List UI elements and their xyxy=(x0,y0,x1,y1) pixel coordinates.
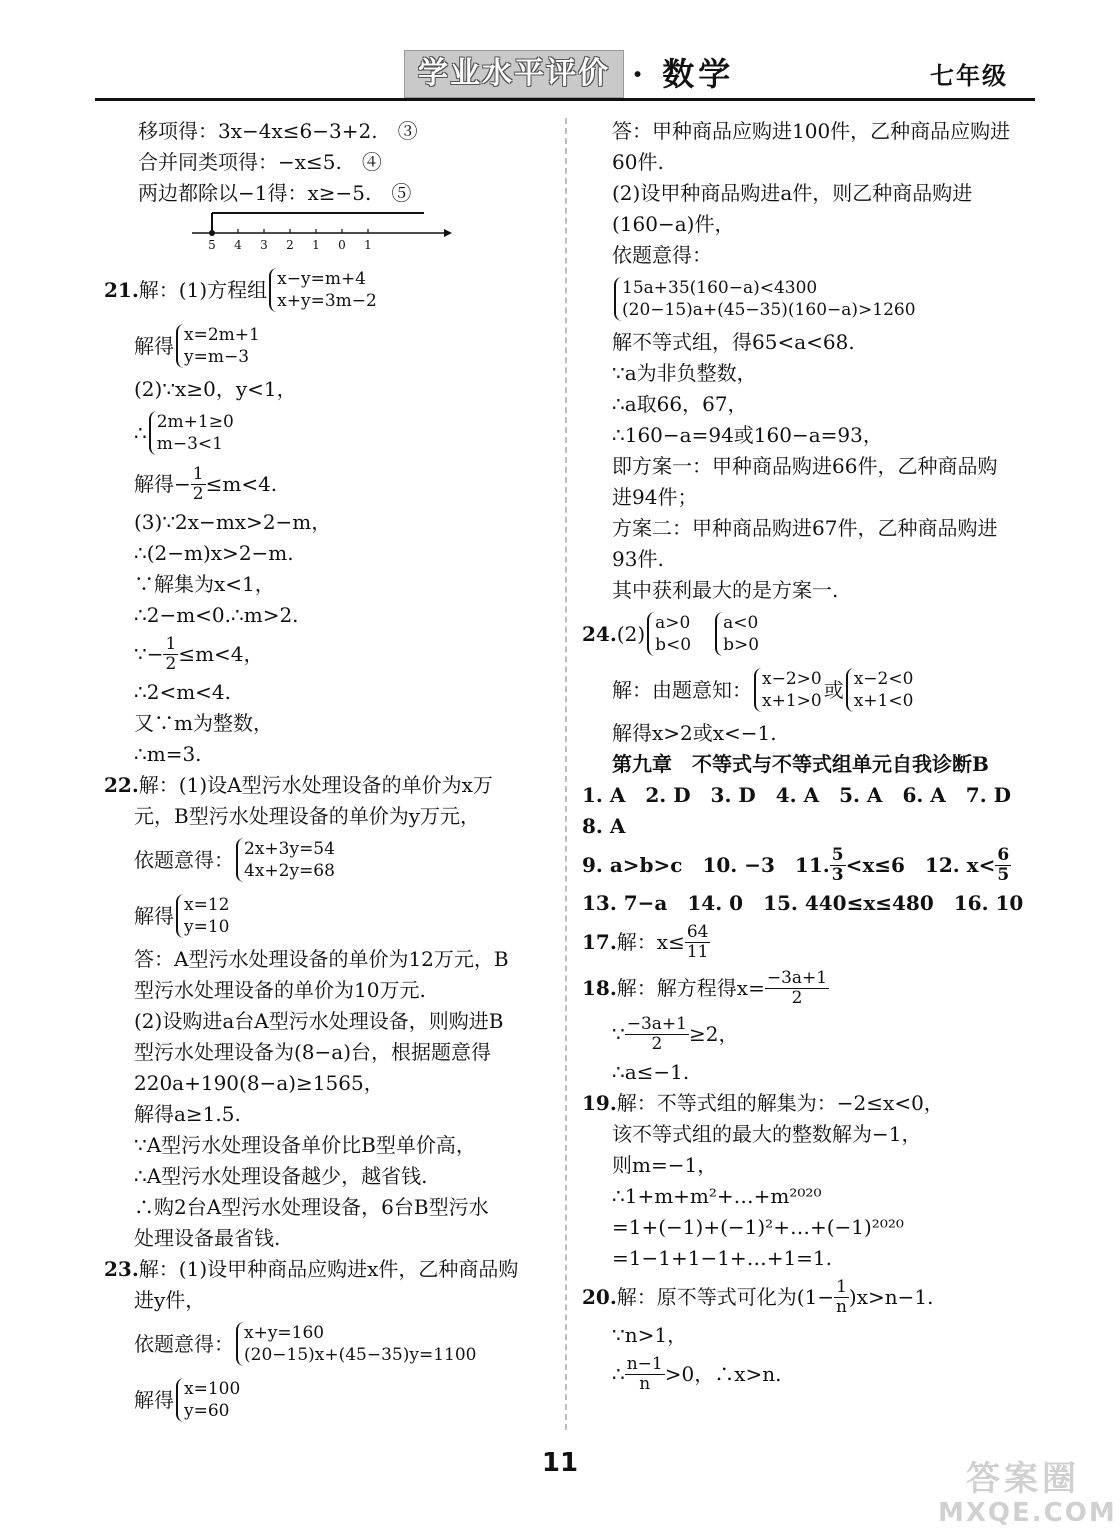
text: ∴ xyxy=(134,420,147,445)
question-number: 21. xyxy=(104,277,139,302)
text: 解：由题意知： xyxy=(612,677,752,702)
text-line: ∴a取66，67， xyxy=(612,392,748,416)
text: 解：解方程得x= xyxy=(616,975,765,1000)
equation: (20−15)x+(45−35)y=1100 xyxy=(244,1345,477,1365)
text: ∵− xyxy=(134,641,164,666)
text-line: 型污水处理设备的单价为10万元. xyxy=(134,978,426,1002)
inequality: (20−15)a+(45−35)(160−a)>1260 xyxy=(622,300,916,320)
denominator: 11 xyxy=(686,941,709,962)
text-line xyxy=(104,770,549,801)
number-line-diagram xyxy=(186,209,456,253)
header-subject: · 数学 xyxy=(632,55,735,93)
tick-label: 0 xyxy=(338,238,346,252)
text: 解得− xyxy=(134,471,191,496)
header-title-box: 学业水平评价 xyxy=(404,50,624,98)
text-line: =1−1+1−1+…+1=1. xyxy=(612,1246,833,1270)
q23-system-row xyxy=(104,1316,549,1372)
text: 解：x≤ xyxy=(616,929,685,954)
equation: 2x+3y=54 xyxy=(244,839,335,859)
text-line: 则m=−1， xyxy=(612,1153,718,1177)
q20-row xyxy=(582,1274,1027,1320)
numerator: 1 xyxy=(165,633,177,654)
equation-system xyxy=(269,268,377,312)
tick-label: 2 xyxy=(286,238,294,252)
fraction xyxy=(995,846,1011,885)
denominator: n xyxy=(836,1296,847,1317)
text-line: ∴160−a=94或160−a=93， xyxy=(612,423,883,447)
equation: y=m−3 xyxy=(184,347,250,367)
text-line: 60件. xyxy=(612,150,664,174)
inequality: 2m+1≥0 xyxy=(156,412,234,432)
text-line: 即方案一：甲种商品购进66件，乙种商品购 xyxy=(612,454,998,478)
text-line: 解得a≥1.5. xyxy=(134,1102,241,1126)
denominator: 2 xyxy=(651,1033,663,1054)
equation: x=100 xyxy=(184,1379,241,1399)
text-line: 答：甲种商品应购进100件，乙种商品应购进 xyxy=(612,119,1011,143)
denominator: 2 xyxy=(165,653,177,674)
text-line: (3)∵2x−mx>2−m， xyxy=(134,510,332,534)
text: 9. a>b>c 10. −3 11. xyxy=(582,852,830,877)
right-column xyxy=(582,116,1027,1397)
text-line: 又∵m为整数， xyxy=(134,711,273,735)
inequality-system xyxy=(149,411,234,455)
text-line: ∴2<m<4. xyxy=(134,680,232,704)
text-line: (160−a)件， xyxy=(612,212,735,236)
text-line xyxy=(582,1088,1027,1119)
text: ≥2， xyxy=(689,1021,739,1046)
text-line: 两边都除以−1得：x≥−5. ⑤ xyxy=(138,181,412,205)
q21-result-row xyxy=(104,461,549,507)
question-number: 19. xyxy=(582,1091,617,1115)
fraction xyxy=(163,635,178,674)
text: )x>n−1. xyxy=(848,1284,934,1309)
text: 解得 xyxy=(134,903,174,928)
equation: 4x+2y=68 xyxy=(244,861,335,881)
text-line: ∴a≤−1. xyxy=(612,1060,690,1084)
text: 解：不等式组的解集为：−2≤x<0， xyxy=(616,1091,944,1115)
text-line: 该不等式组的最大的整数解为−1， xyxy=(612,1122,922,1146)
q20-row-3 xyxy=(582,1351,1027,1397)
tick-label: 4 xyxy=(234,238,242,252)
numerator: −3a+1 xyxy=(766,967,828,988)
text-line: =1+(−1)+(−1)²+…+(−1)²⁰²⁰ xyxy=(612,1215,904,1239)
text-line: 依题意得： xyxy=(612,243,712,267)
text-line: ∵解集为x<1， xyxy=(134,572,275,596)
text-line: ∴m=3. xyxy=(134,742,202,766)
q22-system-row xyxy=(104,832,549,888)
text-line: 处理设备最省钱. xyxy=(134,1226,281,1250)
question-number: 20. xyxy=(582,1284,617,1309)
inequality: a>0 xyxy=(655,613,691,633)
fraction xyxy=(765,969,829,1008)
inequality-system xyxy=(715,612,759,656)
text: (2) xyxy=(616,621,646,646)
equation: x=2m+1 xyxy=(184,325,260,345)
numerator: 64 xyxy=(686,921,709,942)
numerator: 1 xyxy=(836,1276,847,1297)
q21-system-row xyxy=(104,262,549,318)
inequality: x−2<0 xyxy=(853,669,914,689)
header-grade: 七年级 xyxy=(930,61,1008,90)
text-line: 型污水处理设备为(8−a)台，根据题意得 xyxy=(134,1040,492,1064)
text-line: 解不等式组，得65<a<68. xyxy=(612,330,855,354)
question-number: 17. xyxy=(582,929,617,954)
text-line: ∴(2−m)x>2−m. xyxy=(134,541,294,565)
equation: x=12 xyxy=(184,895,230,915)
text: ≤m<4， xyxy=(178,641,264,666)
text-line: ∴A型污水处理设备越少，越省钱. xyxy=(134,1164,428,1188)
fraction xyxy=(830,846,846,885)
text: <x≤6 12. x< xyxy=(845,852,996,877)
denominator: 2 xyxy=(192,483,204,504)
question-number: 23. xyxy=(104,1257,139,1281)
inequality: 15a+35(160−a)<4300 xyxy=(622,278,818,298)
text-line: 移项得：3x−4x≤6−3+2. ③ xyxy=(138,119,418,143)
text: 解：(1)设甲种商品应购进x件，乙种商品购 xyxy=(138,1257,519,1281)
watermark-logo xyxy=(938,1459,1117,1530)
q18-row xyxy=(582,965,1027,1011)
text: 依题意得： xyxy=(134,1331,234,1356)
equation-system xyxy=(176,324,260,368)
equation-system xyxy=(176,1378,240,1422)
denominator: n xyxy=(639,1373,651,1394)
q21-solution-row xyxy=(104,318,549,374)
text: 依题意得： xyxy=(134,847,234,872)
q21-range-row xyxy=(104,631,549,677)
inequality: x−2>0 xyxy=(762,669,822,689)
equation-system xyxy=(236,838,335,882)
answer-line: 13. 7−a 14. 0 15. 440≤x≤480 16. 10 xyxy=(582,891,1024,915)
text-line: 解得x>2或x<−1. xyxy=(612,721,777,745)
equation: x+y=3m−2 xyxy=(277,291,377,311)
numerator: 1 xyxy=(192,463,204,484)
watermark-url: MXQE.COM xyxy=(938,1498,1117,1528)
text-line: 元，B型污水处理设备的单价为y万元， xyxy=(134,804,480,828)
inequality: m−3<1 xyxy=(156,434,223,454)
equation: x+y=160 xyxy=(244,1323,325,1343)
tick-label: 1 xyxy=(364,238,372,252)
text: ≤m<4. xyxy=(205,471,278,496)
fraction xyxy=(625,1355,665,1394)
tick-label: 5 xyxy=(208,238,216,252)
text-line: ∴2−m<0.∴m>2. xyxy=(134,603,299,627)
left-column xyxy=(104,116,549,1428)
text-line: ∵A型污水处理设备单价比B型单价高， xyxy=(134,1133,476,1157)
inequality-system xyxy=(846,668,914,712)
answer-line: 1. A 2. D 3. D 4. A 5. A 6. A 7. D xyxy=(582,783,1011,807)
text: ∴ xyxy=(612,1361,625,1386)
column-divider xyxy=(565,118,567,1430)
answer-line: 8. A xyxy=(582,814,626,838)
text-line: 进y件， xyxy=(134,1288,206,1312)
text-line: 答：A型污水处理设备的单价为12万元，B xyxy=(134,947,509,971)
text-line: 进94件； xyxy=(612,485,698,509)
denominator: 2 xyxy=(791,987,803,1008)
question-number: 24. xyxy=(582,621,617,646)
tick-label: 3 xyxy=(260,238,268,252)
numerator: n−1 xyxy=(626,1353,663,1374)
question-number: 22. xyxy=(104,773,139,797)
text-line: ∵a为非负整数， xyxy=(612,361,757,385)
text-line: (2)设购进a台A型污水处理设备，则购进B xyxy=(134,1009,504,1033)
numerator: −3a+1 xyxy=(626,1013,687,1034)
q23-inequality-system-row xyxy=(582,271,1027,327)
q24-solution-row xyxy=(582,662,1027,718)
text-line: 其中获利最大的是方案一. xyxy=(612,578,839,602)
inequality: b>0 xyxy=(723,635,760,655)
text-line: 合并同类项得：−x≤5. ④ xyxy=(138,150,382,174)
q17-row xyxy=(582,919,1027,965)
text-line xyxy=(104,1254,549,1285)
numerator: 6 xyxy=(997,844,1010,865)
text: 解：(1)设A型污水处理设备的单价为x万 xyxy=(138,773,493,797)
question-number: 18. xyxy=(582,975,617,1000)
equation: y=10 xyxy=(184,917,230,937)
denominator: 3 xyxy=(831,864,844,885)
tick-label: 1 xyxy=(312,238,320,252)
text-line: (2)设甲种商品购进a件，则乙种商品购进 xyxy=(612,181,973,205)
denominator: 5 xyxy=(997,864,1010,885)
page-number: 11 xyxy=(541,1448,579,1478)
page-header xyxy=(0,48,1120,106)
text: 解得 xyxy=(134,1387,174,1412)
text: ∵ xyxy=(612,1021,625,1046)
q21-inequality-row xyxy=(104,405,549,461)
inequality-system xyxy=(614,277,916,321)
inequality: a<0 xyxy=(723,613,759,633)
equation: x−y=m+4 xyxy=(277,269,367,289)
inequality-system xyxy=(754,668,822,712)
text: 解得 xyxy=(134,333,174,358)
text-line: (2)∵x≥0，y<1， xyxy=(134,377,297,401)
text: 解：(1)方程组 xyxy=(138,277,268,302)
fraction xyxy=(834,1278,849,1317)
watermark-text: 答案圈 xyxy=(966,1459,1080,1499)
fraction xyxy=(191,465,206,504)
q18-row-2 xyxy=(582,1011,1027,1057)
inequality: b<0 xyxy=(655,635,692,655)
text-line: 93件. xyxy=(612,547,664,571)
text: >0，∴x>n. xyxy=(664,1361,782,1386)
answer-line xyxy=(582,842,1027,888)
text: 解：原不等式可化为(1− xyxy=(616,1284,835,1309)
q24-cases-row xyxy=(582,606,1027,662)
fraction xyxy=(625,1015,689,1054)
q22-solution-row xyxy=(104,888,549,944)
inequality: x+1>0 xyxy=(762,691,822,711)
text-line: ∴购2台A型污水处理设备，6台B型污水 xyxy=(134,1195,489,1219)
equation-system xyxy=(236,1322,477,1366)
q23-solution-row xyxy=(104,1372,549,1428)
equation-system xyxy=(176,894,229,938)
text-line: ∴1+m+m²+…+m²⁰²⁰ xyxy=(612,1184,822,1208)
equation: y=60 xyxy=(184,1401,230,1421)
text-line: 220a+190(8−a)≥1565， xyxy=(134,1071,384,1095)
numerator: 5 xyxy=(831,844,844,865)
chapter-heading: 第九章 不等式与不等式组单元自我诊断B xyxy=(612,752,989,776)
text-line: 方案二：甲种商品购进67件，乙种商品购进 xyxy=(612,516,998,540)
header-rule xyxy=(95,98,1035,101)
inequality: x+1<0 xyxy=(853,691,914,711)
text-line: ∵n>1， xyxy=(612,1323,688,1347)
text: 或 xyxy=(823,677,844,702)
fraction xyxy=(685,923,711,962)
inequality-system xyxy=(647,612,691,656)
